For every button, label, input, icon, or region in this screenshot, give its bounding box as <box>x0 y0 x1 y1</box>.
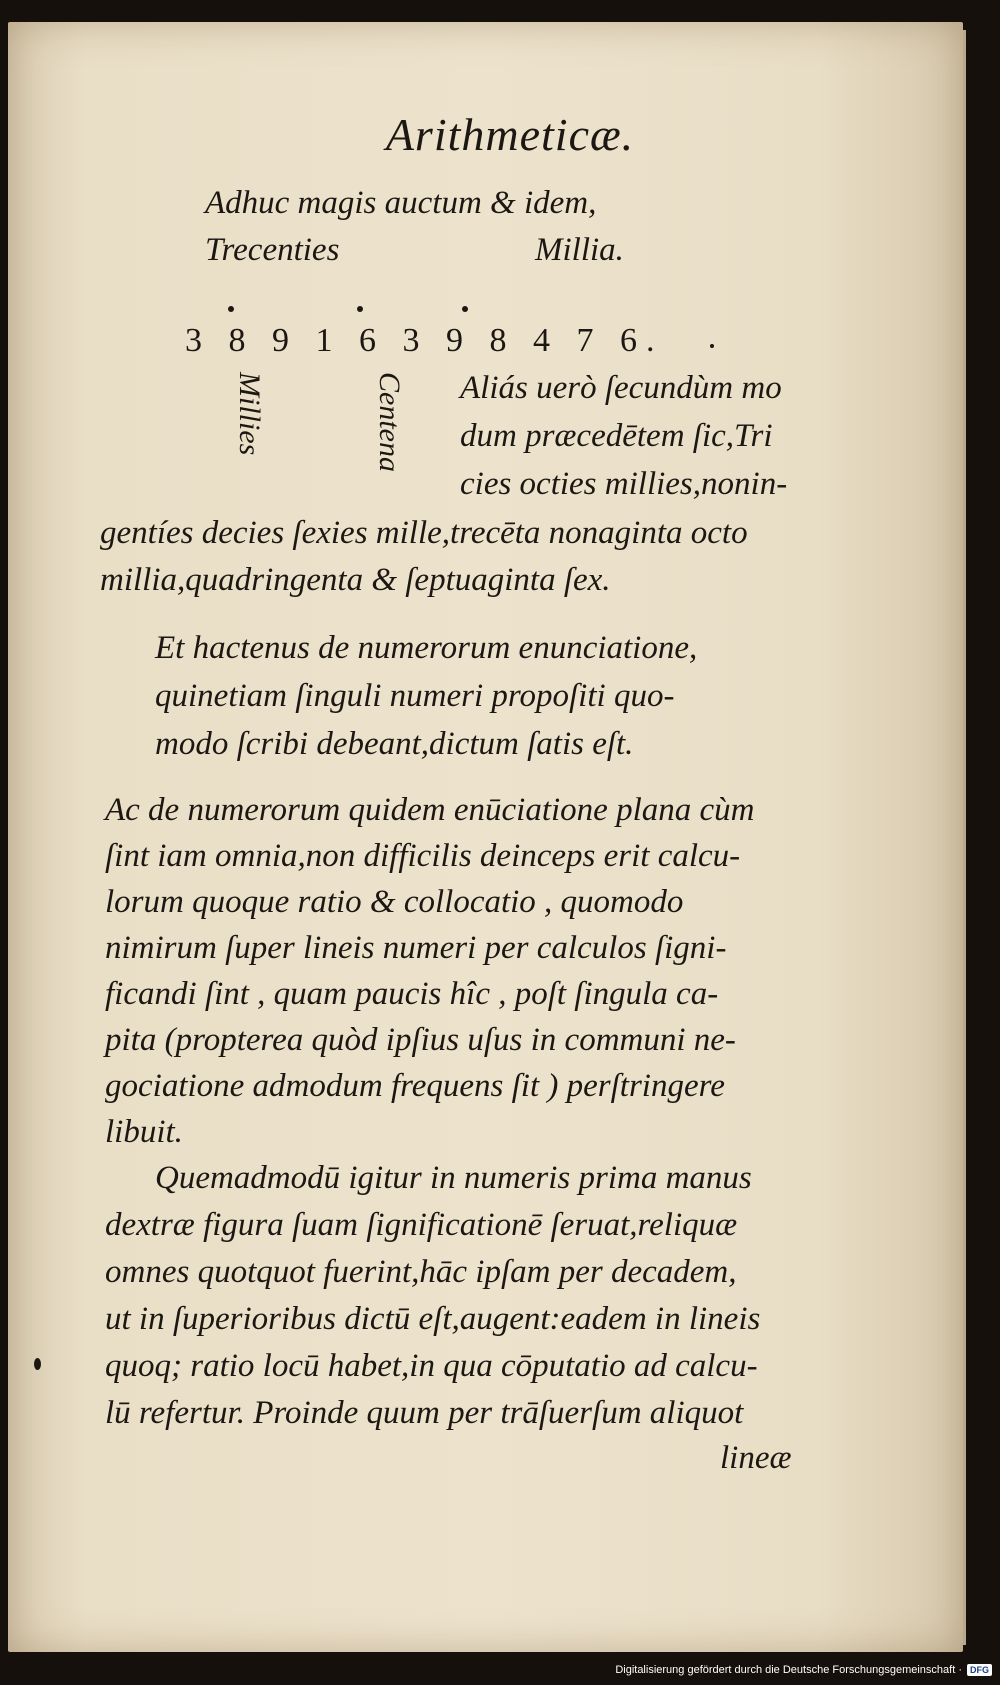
text-line: gentíes decies ſexies mille,trecēta nonaginta octo <box>100 515 748 551</box>
text-line: lū refertur. Proinde quum per trāſuerſum aliquot <box>105 1395 744 1431</box>
running-head: Arithmeticæ. <box>385 109 635 160</box>
digit-marker-dot <box>462 306 468 312</box>
text-line: Quemadmodū igitur in numeris prima manus <box>155 1160 752 1196</box>
text-line: modo ſcribi debeant,dictum ſatis eſt. <box>155 726 634 762</box>
example-numeral: 3 8 9 1 6 3 9 8 4 7 6. <box>185 322 664 359</box>
digitization-footer <box>615 1661 992 1679</box>
digit-marker-dot <box>357 306 363 312</box>
text-line: pita (propterea quòd ipſius uſus in communi ne- <box>105 1022 736 1058</box>
text-line: ut in ſuperioribus dictū eſt,augent:eadem in lineis <box>105 1301 761 1337</box>
text-line: nimirum ſuper lineis numeri per calculos ſigni- <box>105 930 727 966</box>
side-text-line: Aliás uerò ſecundùm mo <box>460 370 782 406</box>
footer-text: Digitalisierung gefördert durch die Deutsche Forschungsgemeinschaft · <box>615 1664 962 1676</box>
margin-ink-mark <box>34 1358 41 1370</box>
text-line: millia,quadringenta & ſeptuaginta ſex. <box>100 562 611 598</box>
text-line: ſint iam omnia,non difficilis deinceps erit calcu- <box>105 838 741 874</box>
text-line: gociatione admodum frequens ſit ) perſtringere <box>105 1068 725 1104</box>
margin-dot <box>710 344 714 348</box>
text-line: dextræ figura ſuam ſignificationē ſeruat,reliquæ <box>105 1207 738 1243</box>
text-line: lorum quoque ratio & collocatio , quomodo <box>105 884 684 920</box>
text-line: quoq; ratio locū habet,in qua cōputatio ad calcu- <box>105 1348 758 1384</box>
dfg-logo-icon: DFG <box>967 1664 992 1676</box>
vertical-label-millies: Millies <box>233 372 266 456</box>
digit-marker-dot <box>228 306 234 312</box>
text-line: ficandi ſint , quam paucis hîc , poſt ſingula ca- <box>105 976 719 1012</box>
side-text-line: dum præcedētem ſic,Tri <box>460 418 773 454</box>
catchword: lineæ <box>720 1440 792 1476</box>
example-caption: Adhuc magis auctum & idem, <box>205 185 597 221</box>
text-line: quinetiam ſinguli numeri propoſiti quo- <box>155 678 675 714</box>
text-line: Et hactenus de numerorum enunciatione, <box>155 630 698 666</box>
example-label-right: Millia. <box>535 232 624 268</box>
text-line: omnes quotquot fuerint,hāc ipſam per decadem, <box>105 1254 737 1290</box>
vertical-label-centena: Centena <box>373 372 406 472</box>
text-line: Ac de numerorum quidem enūciatione plana cùm <box>105 792 755 828</box>
side-text-line: cies octies millies,nonin- <box>460 466 788 502</box>
example-label-left: Trecenties <box>205 232 340 268</box>
text-line: libuit. <box>105 1114 183 1150</box>
